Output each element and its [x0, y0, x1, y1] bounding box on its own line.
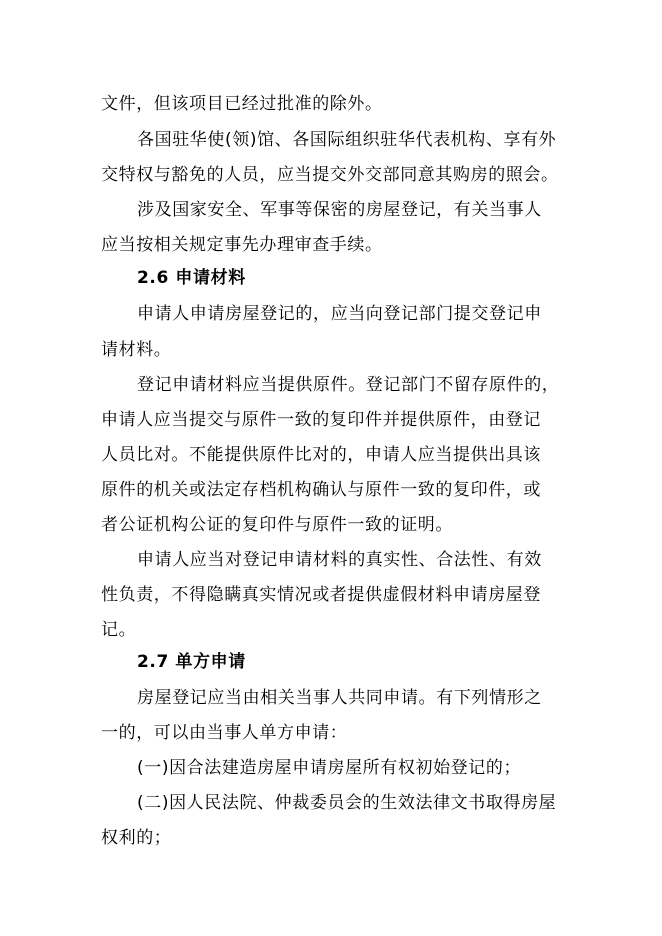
text-line: 人员比对。不能提供原件比对的，申请人应当提供出具该: [101, 445, 541, 465]
paragraph-start: 申请人应当对登记申请材料的真实性、合法性、有效: [137, 550, 542, 570]
text-line: 申请人应当提交与原件一致的复印件并提供原件，由登记: [101, 410, 541, 430]
paragraph-start: 登记申请材料应当提供原件。登记部门不留存原件的，: [137, 375, 560, 395]
text-line: 原件的机关或法定存档机构确认与原件一致的复印件，或: [101, 480, 541, 500]
paragraph-start: 房屋登记应当由相关当事人共同申请。有下列情形之: [137, 688, 542, 708]
list-item-1: (一)因合法建造房屋申请房屋所有权初始登记的；: [137, 758, 522, 778]
paragraph-start: 涉及国家安全、军事等保密的房屋登记，有关当事人: [137, 200, 542, 220]
text-line: 应当按相关规定事先办理审查手续。: [101, 235, 383, 255]
text-line: 记。: [101, 620, 137, 640]
text-line: 权利的；: [101, 828, 172, 848]
text-line: 者公证机构公证的复印件与原件一致的证明。: [101, 515, 453, 535]
section-heading-2-6: 2.6 申请材料: [137, 268, 246, 288]
text-line: 交特权与豁免的人员，应当提交外交部同意其购房的照会。: [101, 165, 559, 185]
text-line: 性负责，不得隐瞒真实情况或者提供虚假材料申请房屋登: [101, 585, 541, 605]
paragraph-start: 各国驻华使(领)馆、各国际组织驻华代表机构、享有外: [137, 130, 557, 150]
text-line: 请材料。: [101, 340, 172, 360]
text-line: 文件，但该项目已经过批准的除外。: [101, 94, 383, 114]
text-line: 一的，可以由当事人单方申请：: [101, 723, 348, 743]
list-item-2: (二)因人民法院、仲裁委员会的生效法律文书取得房屋: [137, 793, 557, 813]
paragraph-start: 申请人申请房屋登记的，应当向登记部门提交登记申: [137, 304, 542, 324]
section-heading-2-7: 2.7 单方申请: [137, 652, 246, 672]
